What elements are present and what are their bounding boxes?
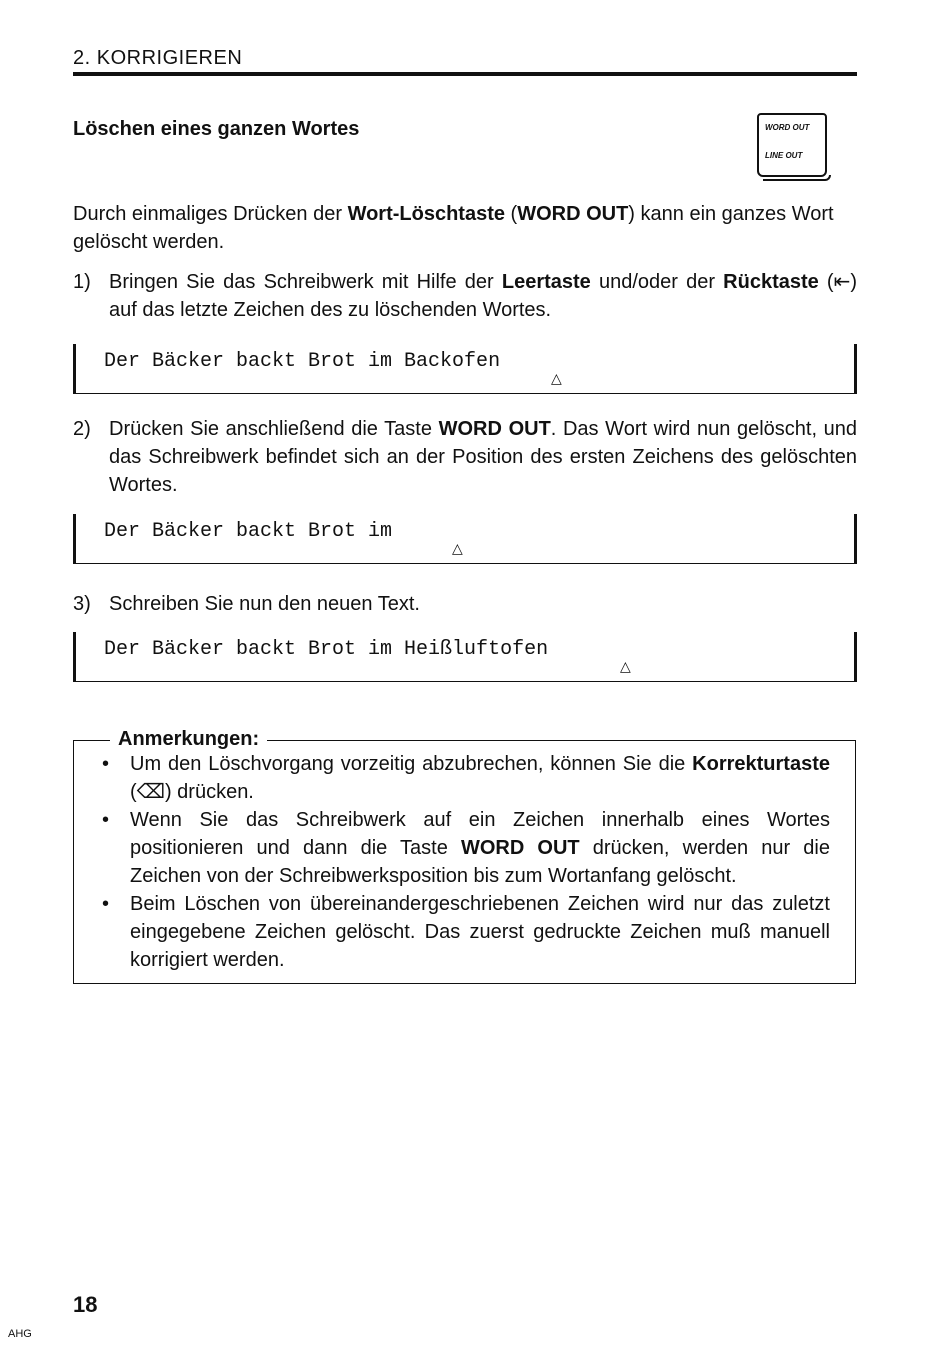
step-1 <box>73 268 857 324</box>
example-text: Der Bäcker backt Brot im Backofen <box>104 350 501 373</box>
step-number: 2) <box>73 418 91 440</box>
list-item: • Beim Löschen von übereinandergeschriebenen Zeichen wird nur das zuletzt eingegebene Zeichen gelöscht. Das zuerst gedruckte Zeichen muß manuell korrigiert werden. <box>100 890 830 974</box>
key-label-line-out: LINE OUT <box>765 151 803 160</box>
example-text: Der Bäcker backt Brot im <box>104 520 393 543</box>
section-title: Löschen eines ganzen Wortes <box>73 118 360 140</box>
step-text: Drücken Sie anschließend die Taste WORD OUT. Das Wort wird nun gelöscht, und das Schreibwerk befindet sich an der Position des ersten Zeichens des gelöschten Wortes. <box>109 418 858 496</box>
step-number: 1) <box>73 271 91 293</box>
example-line-2 <box>73 514 857 564</box>
notes-title: Anmerkungen: <box>110 725 267 753</box>
step-number: 3) <box>73 593 91 615</box>
example-text: Der Bäcker backt Brot im Heißluftofen <box>104 638 549 661</box>
key-label-word-out: WORD OUT <box>765 123 810 132</box>
caret-icon: △ <box>452 540 463 556</box>
step-2 <box>73 415 857 499</box>
chapter-heading: 2. KORRIGIEREN <box>73 47 243 69</box>
list-item: • Um den Löschvorgang vorzeitig abzubrechen, können Sie die Korrekturtaste (⌫) drücken. <box>100 750 830 806</box>
footer-code: AHG <box>8 1328 32 1340</box>
caret-icon: △ <box>620 658 631 674</box>
step-text: Bringen Sie das Schreibwerk mit Hilfe der Leertaste und/oder der Rücktaste (⇤) auf das letzte Zeichen des zu löschenden Wortes. <box>109 271 858 321</box>
header-rule <box>73 72 857 76</box>
step-3 <box>73 590 857 618</box>
caret-icon: △ <box>551 370 562 386</box>
notes-box <box>73 728 856 984</box>
intro-paragraph: Durch einmaliges Drücken der Wort-Löschtaste (WORD OUT) kann ein ganzes Wort gelöscht werden. <box>73 203 834 253</box>
notes-list <box>100 750 830 974</box>
page-number: 18 <box>73 1292 98 1317</box>
list-item: • Wenn Sie das Schreibwerk auf ein Zeichen innerhalb eines Wortes positionieren und dann die Taste WORD OUT drücken, werden nur die Zeichen von der Schreibwerksposition bis zum Wortanfang gelöscht. <box>100 806 830 890</box>
example-line-3 <box>73 632 857 682</box>
word-out-key-icon <box>757 113 827 177</box>
step-text: Schreiben Sie nun den neuen Text. <box>109 593 420 615</box>
example-line-1 <box>73 344 857 394</box>
